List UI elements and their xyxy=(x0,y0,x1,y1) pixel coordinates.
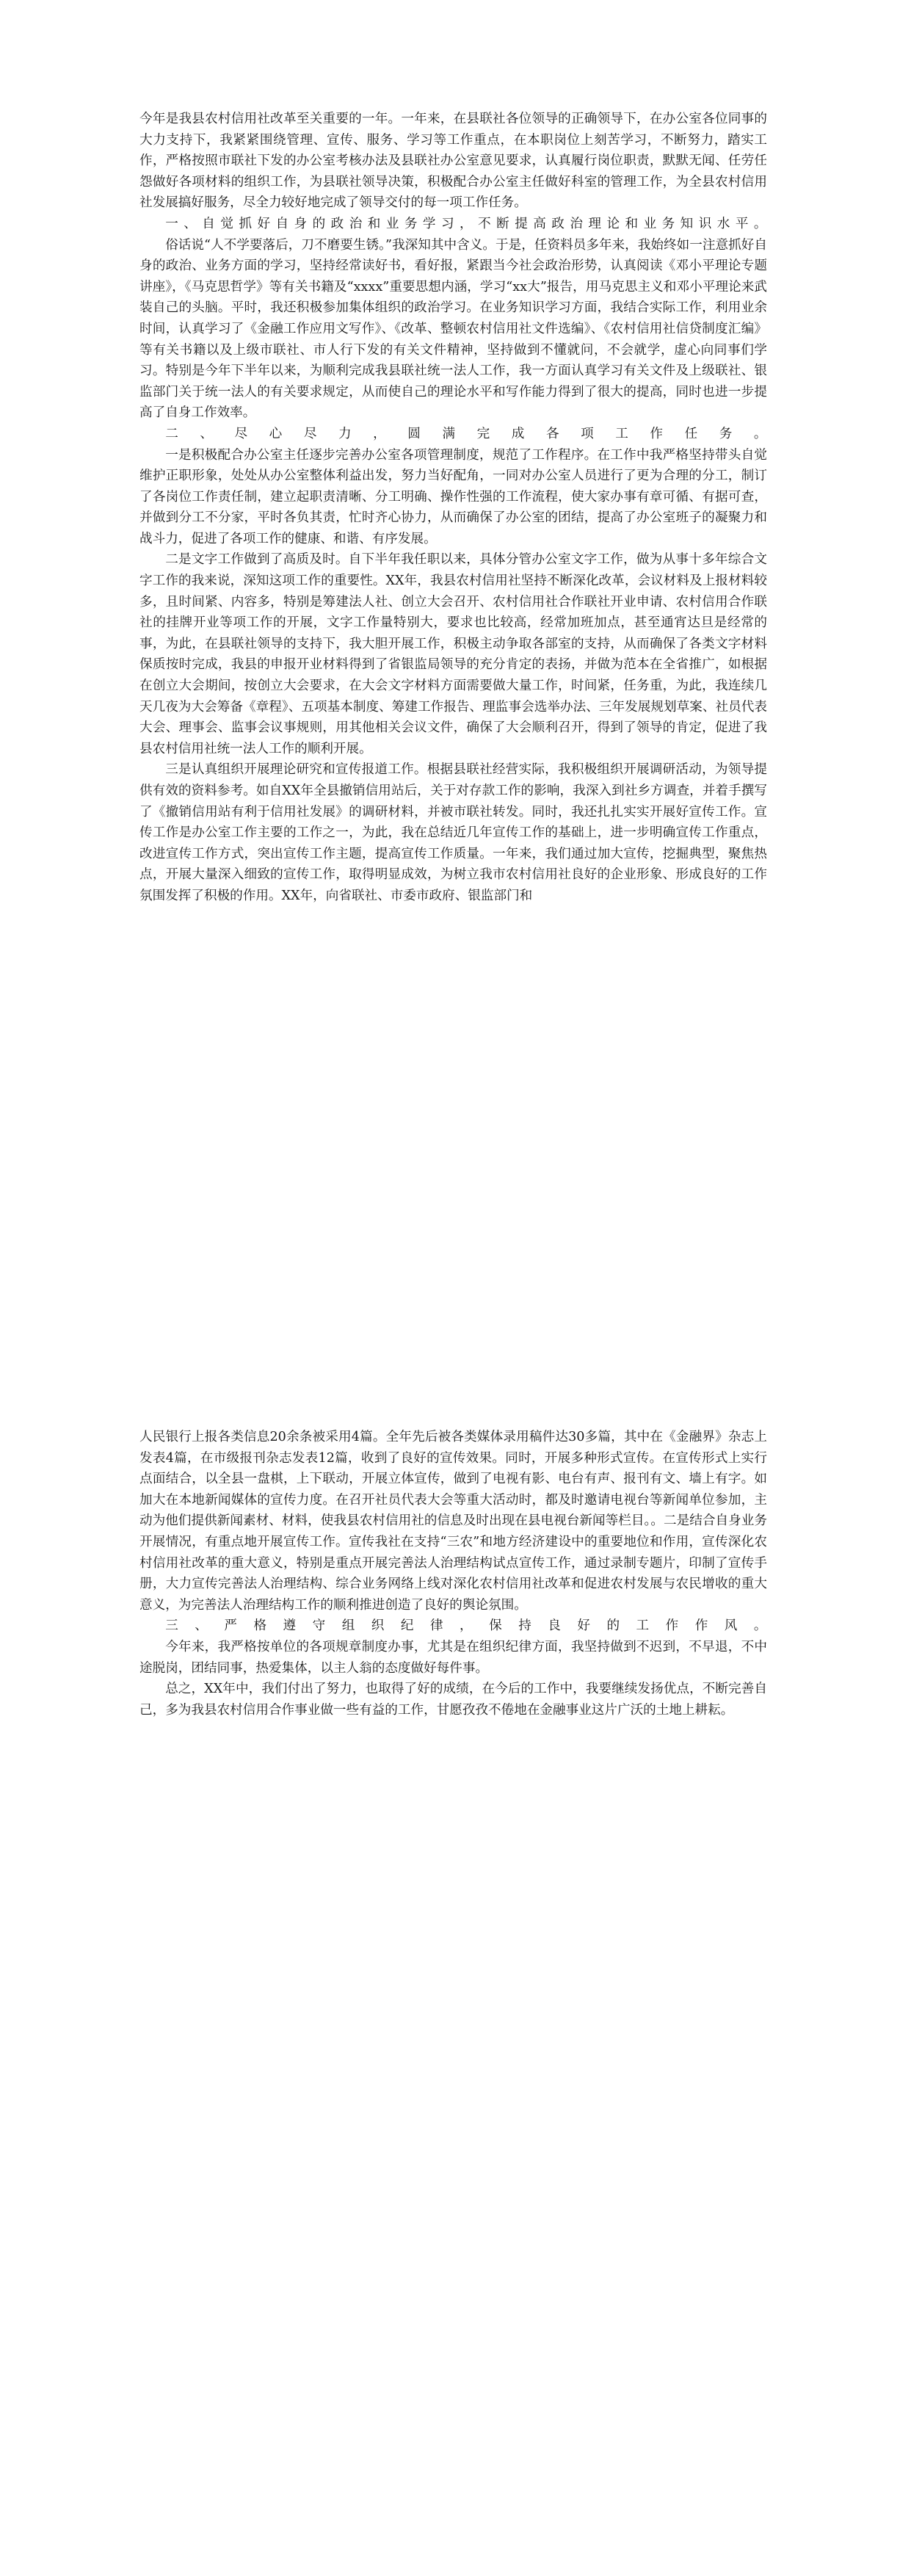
paragraph-publicity: 三是认真组织开展理论研究和宣传报道工作。根据县联社经营实际，我积极组织开展调研活动，为领导提供有效的资料参考。如自XX年全县撤销信用站后，关于对存款工作的影响，我深入到社乡方调查，并着手撰写了《撤销信用站有利于信用社发展》的调研材料，并被市联社转发。同时，我还扎扎实实开展好宣传工作。宣传工作是办公室工作主要的工作之一，为此，我在总结近几年宣传工作的基础上，进一步明确宣传工作重点，改进宣传工作方式，突出宣传工作主题，提高宣传工作质量。一年来，我们通过加大宣传，挖掘典型，聚焦热点，开展大量深入细致的宣传工作，取得明显成效，为树立我市农村信用社良好的企业形象、形成良好的工作氛围发挥了积极的作用。XX年，向省联社、市委市政府、银监部门和 xyxy=(139,762,767,903)
section-heading-study: 一、自觉抓好自身的政治和业务学习，不断提高政治理论和业务知识水平。 xyxy=(165,216,767,231)
section-heading-tasks: 二、尽心尽力，圆满完成各项工作任务。 xyxy=(165,426,767,441)
intro-paragraph: 今年是我县农村信用社改革至关重要的一年。一年来，在县联社各位领导的正确领导下，在办公室各位同事的大力支持下，我紧紧围绕管理、宣传、服务、学习等工作重点，在本职岗位上刻苦学习，不断努力，踏实工作，严格按照市联社下发的办公室考核办法及县联社办公室意见要求，认真履行岗位职责，默默无闻、任劳任怨做好各项材料的组织工作，为县联社领导决策，积极配合办公室主任做好科室的管理工作，为全县农村信用社发展搞好服务，尽全力较好地完成了领导交付的每一项工作任务。 xyxy=(139,112,767,211)
section-heading-discipline: 三、严格遵守组织纪律，保持良好的工作作风。 xyxy=(165,1618,767,1634)
document-text-top xyxy=(139,109,767,907)
paragraph-publicity-continued: 人民银行上报各类信息20余条被采用4篇。全年先后被各类媒体录用稿件达30多篇，其中在《金融界》杂志上发表4篇，在市级报刊杂志发表12篇，收到了良好的宣传效果。同时，开展多种形式宣传。在宣传形式上实行点面结合，以全县一盘棋，上下联动，开展立体宣传，做到了电视有影、电台有声、报刊有文、墙上有字。如加大在本地新闻媒体的宣传力度。在召开社员代表大会等重大活动时，都及时邀请电视台等新闻单位参加，主动为他们提供新闻素材、材料，使我县农村信用社的信息及时出现在县电视台新闻等栏目。。二是结合自身业务开展情况，有重点地开展宣传工作。宣传我社在支持“三农”和地方经济建设中的重要地位和作用，宣传深化农村信用社改革的重大意义，特别是重点开展完善法人治理结构试点宣传工作，通过录制专题片，印制了宣传手册，大力宣传完善法人治理结构、综合业务网络上线对深化农村信用社改革和促进农村发展与农民增收的重大意义，为完善法人治理结构工作的顺利推进创造了良好的舆论氛围。 xyxy=(139,1430,767,1613)
paragraph-discipline: 今年来，我严格按单位的各项规章制度办事，尤其是在组织纪律方面，我坚持做到不迟到，不早退，不中途脱岗，团结同事，热爱集体，以主人翁的态度做好每件事。 xyxy=(139,1639,767,1676)
paragraph-conclusion: 总之，XX年中，我们付出了努力，也取得了好的成绩，在今后的工作中，我要继续发扬优点，不断完善自己，多为我县农村信用合作事业做一些有益的工作，甘愿孜孜不倦地在金融事业这片广沃的土地上耕耘。 xyxy=(139,1682,767,1718)
document-text-bottom xyxy=(139,1427,767,1721)
paragraph-study: 俗话说“人不学要落后，刀不磨要生锈。”我深知其中含义。于是，任资料员多年来，我始终如一注意抓好自身的政治、业务方面的学习，坚持经常读好书，看好报，紧跟当今社会政治形势，认真阅读《邓小平理论专题讲座》，《马克思哲学》等有关书籍及“xxxx”重要思想内涵，学习“xx大”报告，用马克思主义和邓小平理论来武装自己的头脑。平时，我还积极参加集体组织的政治学习。在业务知识学习方面，我结合实际工作，利用业余时间，认真学习了《金融工作应用文写作》、《改革、整顿农村信用社文件选编》、《农村信用社信贷制度汇编》等有关书籍以及上级市联社、市人行下发的有关文件精神，坚持做到不懂就问，不会就学，虚心向同事们学习。特别是今年下半年以来，为顺利完成我县联社统一法人工作，我一方面认真学习有关文件及上级联社、银监部门关于统一法人的有关要求规定，从而使自己的理论水平和写作能力得到了很大的提高，同时也进一步提高了自身工作效率。 xyxy=(139,237,767,421)
paragraph-management: 一是积极配合办公室主任逐步完善办公室各项管理制度，规范了工作程序。在工作中我严格坚持带头自觉维护正职形象，处处从办公室整体利益出发，努力当好配角，一同对办公室人员进行了更为合理的分工，制订了各岗位工作责任制，建立起职责清晰、分工明确、操作性强的工作流程，使大家办事有章可循、有据可查，并做到分工不分家，平时各负其责，忙时齐心协力，从而确保了办公室的团结，提高了办公室班子的凝聚力和战斗力，促进了各项工作的健康、和谐、有序发展。 xyxy=(139,447,767,546)
paragraph-writing: 二是文字工作做到了高质及时。自下半年我任职以来，具体分管办公室文字工作，做为从事十多年综合文字工作的我来说，深知这项工作的重要性。XX年，我县农村信用社坚持不断深化改革，会议材料及上报材料较多，且时间紧、内容多，特别是筹建法人社、创立大会召开、农村信用社合作联社开业申请、农村信用合作联社的挂牌开业等项工作的开展，文字工作量特别大，要求也比较高，经常加班加点，甚至通宵达旦是经常的事，为此，在县联社领导的支持下，我大胆开展工作，积极主动争取各部室的支持，从而确保了各类文字材料保质按时完成，我县的申报开业材料得到了省银监局领导的充分肯定的表扬，并做为范本在全省推广，如根据在创立大会期间，按创立大会要求，在大会文字材料方面需要做大量工作，时间紧，任务重，为此，我连续几天几夜为大会筹备《章程》、五项基本制度、筹建工作报告、理监事会选举办法、三年发展规划草案、社员代表大会、理事会、监事会议事规则，用其他相关会议文件，确保了大会顺利召开，得到了领导的肯定，促进了我县农村信用社统一法人工作的顺利开展。 xyxy=(139,552,767,756)
